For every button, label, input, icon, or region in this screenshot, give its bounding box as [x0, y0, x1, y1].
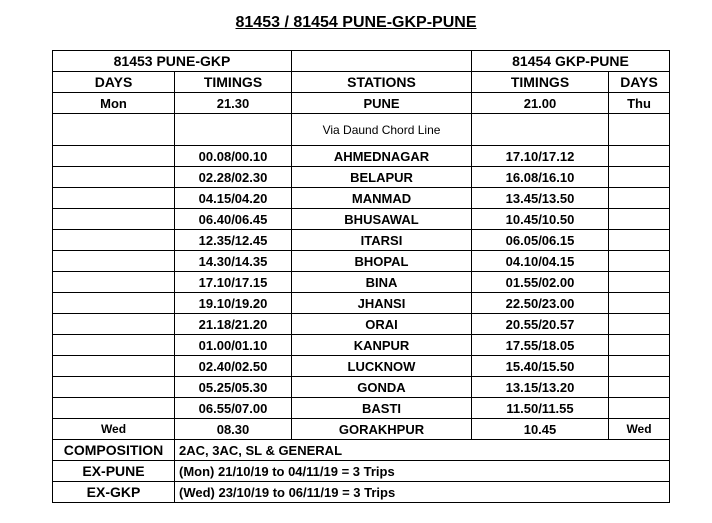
via-row	[53, 114, 670, 146]
stop-station: ORAI	[292, 314, 472, 335]
stop-up-day	[53, 272, 175, 293]
stop-row	[53, 230, 670, 251]
stop-station: BHOPAL	[292, 251, 472, 272]
stop-up-day	[53, 356, 175, 377]
stop-station: BELAPUR	[292, 167, 472, 188]
origin-down-time: 21.00	[472, 93, 609, 114]
dest-station: GORAKHPUR	[292, 419, 472, 440]
composition-label: COMPOSITION	[53, 440, 175, 461]
stop-station: KANPUR	[292, 335, 472, 356]
stop-down-time: 13.15/13.20	[472, 377, 609, 398]
stop-down-day	[609, 356, 670, 377]
stop-up-day	[53, 377, 175, 398]
stop-up-time: 06.55/07.00	[175, 398, 292, 419]
stop-up-time: 00.08/00.10	[175, 146, 292, 167]
destination-row	[53, 419, 670, 440]
stop-up-time: 21.18/21.20	[175, 314, 292, 335]
stop-station: MANMAD	[292, 188, 472, 209]
stop-up-day	[53, 188, 175, 209]
stop-down-time: 06.05/06.15	[472, 230, 609, 251]
ex-gkp-label: EX-GKP	[53, 482, 175, 503]
stop-down-day	[609, 251, 670, 272]
stations-header: STATIONS	[292, 72, 472, 93]
stop-down-time: 11.50/11.55	[472, 398, 609, 419]
stop-up-time: 14.30/14.35	[175, 251, 292, 272]
stop-down-day	[609, 293, 670, 314]
stop-row	[53, 335, 670, 356]
stop-up-day	[53, 314, 175, 335]
origin-down-day: Thu	[609, 93, 670, 114]
origin-up-time: 21.30	[175, 93, 292, 114]
stop-row	[53, 146, 670, 167]
stop-down-time: 17.10/17.12	[472, 146, 609, 167]
dest-up-time: 08.30	[175, 419, 292, 440]
stop-down-day	[609, 188, 670, 209]
ex-gkp-value: (Wed) 23/10/19 to 06/11/19 = 3 Trips	[175, 482, 670, 503]
via-empty-2	[175, 114, 292, 146]
stop-station: BASTI	[292, 398, 472, 419]
stop-up-time: 06.40/06.45	[175, 209, 292, 230]
stop-down-day	[609, 230, 670, 251]
stop-row	[53, 314, 670, 335]
ex-pune-value: (Mon) 21/10/19 to 04/11/19 = 3 Trips	[175, 461, 670, 482]
stop-down-day	[609, 335, 670, 356]
train-header-spacer	[292, 51, 472, 72]
train-up-header: 81453 PUNE-GKP	[53, 51, 292, 72]
timings-header-down: TIMINGS	[472, 72, 609, 93]
dest-down-day: Wed	[609, 419, 670, 440]
stop-row	[53, 377, 670, 398]
stop-down-day	[609, 209, 670, 230]
stop-up-day	[53, 167, 175, 188]
stop-row	[53, 398, 670, 419]
via-empty-4	[609, 114, 670, 146]
stop-down-time: 20.55/20.57	[472, 314, 609, 335]
train-header-row	[53, 51, 670, 72]
stop-down-time: 13.45/13.50	[472, 188, 609, 209]
stop-up-day	[53, 251, 175, 272]
via-empty-3	[472, 114, 609, 146]
stop-row	[53, 251, 670, 272]
title-text: 81453 / 81454 PUNE-GKP-PUNE	[235, 14, 477, 31]
dest-up-day: Wed	[53, 419, 175, 440]
ex-gkp-row	[53, 482, 670, 503]
ex-pune-row	[53, 461, 670, 482]
stop-up-time: 17.10/17.15	[175, 272, 292, 293]
stop-row	[53, 272, 670, 293]
stop-up-time: 01.00/01.10	[175, 335, 292, 356]
stop-down-day	[609, 146, 670, 167]
stop-down-day	[609, 377, 670, 398]
stop-station: JHANSI	[292, 293, 472, 314]
stop-row	[53, 356, 670, 377]
stop-down-day	[609, 167, 670, 188]
stop-down-time: 04.10/04.15	[472, 251, 609, 272]
stop-down-time: 01.55/02.00	[472, 272, 609, 293]
days-header-up: DAYS	[53, 72, 175, 93]
stop-row	[53, 293, 670, 314]
stop-station: LUCKNOW	[292, 356, 472, 377]
stop-station: BHUSAWAL	[292, 209, 472, 230]
stop-up-time: 05.25/05.30	[175, 377, 292, 398]
timetable-footer	[53, 419, 670, 503]
timetable	[52, 50, 670, 503]
stop-station: ITARSI	[292, 230, 472, 251]
stop-up-time: 02.40/02.50	[175, 356, 292, 377]
via-empty-1	[53, 114, 175, 146]
composition-row	[53, 440, 670, 461]
stop-up-time: 19.10/19.20	[175, 293, 292, 314]
stop-down-time: 17.55/18.05	[472, 335, 609, 356]
stop-up-day	[53, 293, 175, 314]
stop-up-time: 04.15/04.20	[175, 188, 292, 209]
stop-station: GONDA	[292, 377, 472, 398]
stop-down-day	[609, 398, 670, 419]
stop-up-day	[53, 146, 175, 167]
timetable-body	[53, 51, 670, 146]
ex-pune-label: EX-PUNE	[53, 461, 175, 482]
via-note: Via Daund Chord Line	[292, 114, 472, 146]
dest-down-time: 10.45	[472, 419, 609, 440]
composition-value: 2AC, 3AC, SL & GENERAL	[175, 440, 670, 461]
days-header-down: DAYS	[609, 72, 670, 93]
stop-up-day	[53, 398, 175, 419]
origin-up-day: Mon	[53, 93, 175, 114]
stop-up-time: 12.35/12.45	[175, 230, 292, 251]
stop-row	[53, 209, 670, 230]
timings-header-up: TIMINGS	[175, 72, 292, 93]
origin-row	[53, 93, 670, 114]
stop-up-day	[53, 230, 175, 251]
stop-up-time: 02.28/02.30	[175, 167, 292, 188]
stop-down-time: 15.40/15.50	[472, 356, 609, 377]
stop-down-time: 22.50/23.00	[472, 293, 609, 314]
stop-station: BINA	[292, 272, 472, 293]
stop-up-day	[53, 335, 175, 356]
stop-station: AHMEDNAGAR	[292, 146, 472, 167]
stop-row	[53, 188, 670, 209]
train-down-header: 81454 GKP-PUNE	[472, 51, 670, 72]
column-header-row	[53, 72, 670, 93]
stops-body	[53, 146, 670, 419]
stop-up-day	[53, 209, 175, 230]
page-title	[0, 14, 712, 32]
stop-down-time: 10.45/10.50	[472, 209, 609, 230]
stop-down-day	[609, 272, 670, 293]
stop-row	[53, 167, 670, 188]
stop-down-day	[609, 314, 670, 335]
origin-station: PUNE	[292, 93, 472, 114]
stop-down-time: 16.08/16.10	[472, 167, 609, 188]
